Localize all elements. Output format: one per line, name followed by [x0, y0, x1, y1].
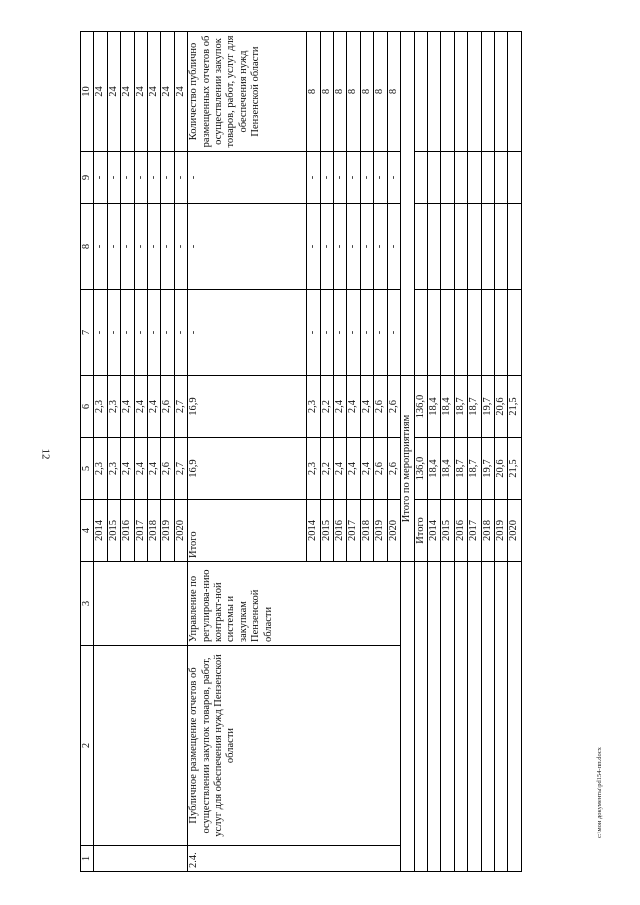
summary-row — [481, 32, 494, 872]
table-cell: 2014 — [427, 500, 440, 562]
empty-cell — [427, 32, 440, 152]
table-cell: 2018 — [148, 500, 161, 562]
empty-cell — [427, 562, 440, 872]
table-cell: 2020 — [174, 500, 187, 562]
table-cell: - — [347, 290, 360, 376]
table-cell: 2016 — [454, 500, 467, 562]
empty-cell — [427, 290, 440, 376]
table-cell: - — [161, 290, 174, 376]
table-cell: 20,6 — [494, 438, 507, 500]
empty-cell — [414, 290, 427, 376]
table-cell: - — [121, 152, 134, 204]
table-cell: 136,0 — [414, 438, 427, 500]
table-cell: 2,4 — [360, 438, 373, 500]
table-cell: 2,2 — [320, 376, 333, 438]
table-cell: - — [307, 204, 320, 290]
table-cell: 2,4 — [134, 438, 147, 500]
table-cell: - — [387, 152, 400, 204]
table-cell: - — [374, 204, 387, 290]
table-cell: 24 — [134, 32, 147, 152]
table-cell: - — [307, 152, 320, 204]
summary-title-row — [401, 32, 414, 872]
item-indicator: Количество публично размещенных отчетов об осуществлении закупок товаров, работ, услуг для обеспечения нужд Пензенской области — [188, 32, 307, 152]
table-cell: 24 — [121, 32, 134, 152]
total-label: Итого — [188, 500, 307, 562]
table-cell: - — [134, 204, 147, 290]
table-cell: 2,4 — [334, 438, 347, 500]
table-cell: 8 — [334, 32, 347, 152]
table-cell: - — [307, 290, 320, 376]
summary-row — [494, 32, 507, 872]
table-cell: - — [360, 290, 373, 376]
table-cell: 2016 — [121, 500, 134, 562]
empty-cell — [94, 846, 188, 872]
empty-cell — [481, 204, 494, 290]
table-cell: 8 — [347, 32, 360, 152]
empty-cell — [454, 562, 467, 872]
empty-cell — [94, 562, 188, 646]
item-total-row — [188, 32, 307, 872]
table-cell: 2,6 — [374, 376, 387, 438]
table-cell: - — [107, 152, 120, 204]
table-cell: 18,7 — [454, 438, 467, 500]
table-cell: 8 — [374, 32, 387, 152]
table-cell: 18,7 — [468, 376, 481, 438]
table-cell: - — [174, 290, 187, 376]
table-cell: - — [188, 152, 307, 204]
empty-cell — [401, 562, 414, 872]
header-cell: 6 — [81, 376, 94, 438]
table-cell: 2017 — [347, 500, 360, 562]
header-cell: 10 — [81, 32, 94, 152]
table-cell: 2020 — [387, 500, 400, 562]
table-cell: 2015 — [441, 500, 454, 562]
table-cell: 16,9 — [188, 438, 307, 500]
empty-cell — [468, 32, 481, 152]
table-cell: 2014 — [94, 500, 107, 562]
footer-file-path: c:\мои документы\pd154-пп.docx — [596, 747, 603, 838]
table-cell: - — [94, 204, 107, 290]
table-cell: 2,3 — [107, 376, 120, 438]
header-cell: 7 — [81, 290, 94, 376]
empty-cell — [508, 152, 521, 204]
table-cell: 2,2 — [320, 438, 333, 500]
table-cell: - — [107, 204, 120, 290]
table-cell: 2,4 — [148, 438, 161, 500]
table-cell: - — [374, 290, 387, 376]
empty-cell — [508, 290, 521, 376]
empty-cell — [494, 152, 507, 204]
table-cell: - — [334, 204, 347, 290]
table-cell: - — [107, 290, 120, 376]
table-cell: 8 — [307, 32, 320, 152]
empty-cell — [494, 562, 507, 872]
empty-cell — [441, 204, 454, 290]
empty-cell — [454, 204, 467, 290]
empty-cell — [414, 562, 427, 872]
summary-row — [427, 32, 440, 872]
table-cell: - — [134, 152, 147, 204]
empty-cell — [401, 32, 414, 376]
table-cell: - — [360, 204, 373, 290]
table-cell: - — [387, 204, 400, 290]
table-cell: 2017 — [134, 500, 147, 562]
empty-cell — [481, 152, 494, 204]
table-cell: 2,4 — [121, 438, 134, 500]
empty-cell — [94, 646, 188, 846]
table-cell: - — [188, 204, 307, 290]
header-cell: 5 — [81, 438, 94, 500]
item-number: 2.4. — [188, 846, 401, 872]
rotated-table-container — [80, 32, 580, 872]
empty-cell — [427, 152, 440, 204]
table-cell: - — [161, 204, 174, 290]
table-cell: 2018 — [481, 500, 494, 562]
summary-row — [468, 32, 481, 872]
empty-cell — [441, 152, 454, 204]
empty-cell — [414, 32, 427, 152]
table-cell: 136,0 — [414, 376, 427, 438]
table-cell: - — [94, 152, 107, 204]
empty-cell — [494, 204, 507, 290]
table-cell: - — [320, 290, 333, 376]
table-cell: 2014 — [307, 500, 320, 562]
empty-cell — [494, 32, 507, 152]
table-cell: - — [320, 152, 333, 204]
empty-cell — [454, 152, 467, 204]
item-executor: Управление по регулирова-нию контракт-ной системы и закупкам Пензенской области — [188, 562, 401, 646]
table-cell: 2015 — [320, 500, 333, 562]
table-cell: 2015 — [107, 500, 120, 562]
table-cell: - — [387, 290, 400, 376]
table-cell: 2020 — [508, 500, 521, 562]
table-cell: - — [347, 152, 360, 204]
table-cell: 2,4 — [347, 376, 360, 438]
empty-cell — [468, 204, 481, 290]
empty-cell — [427, 204, 440, 290]
empty-cell — [481, 32, 494, 152]
table-cell: 2,4 — [347, 438, 360, 500]
table-cell: 2019 — [161, 500, 174, 562]
table-cell: - — [148, 152, 161, 204]
table-cell: 21,5 — [508, 438, 521, 500]
header-number-row — [81, 32, 94, 872]
table-cell: - — [94, 290, 107, 376]
table-cell: 2019 — [374, 500, 387, 562]
table-cell: - — [334, 290, 347, 376]
table-cell: 2,4 — [134, 376, 147, 438]
table-cell: 2,4 — [121, 376, 134, 438]
header-cell: 8 — [81, 204, 94, 290]
table-cell: - — [188, 290, 307, 376]
empty-cell — [414, 204, 427, 290]
table-cell: 8 — [360, 32, 373, 152]
empty-cell — [468, 290, 481, 376]
summary-row — [441, 32, 454, 872]
page-number: 12 — [39, 448, 52, 460]
table-cell: 2,6 — [161, 376, 174, 438]
empty-cell — [508, 32, 521, 152]
table-row — [94, 32, 107, 872]
empty-cell — [481, 290, 494, 376]
header-cell: 9 — [81, 152, 94, 204]
table-cell: 2016 — [334, 500, 347, 562]
table-cell: Итого — [414, 500, 427, 562]
table-cell: 2018 — [360, 500, 373, 562]
table-body — [81, 32, 522, 872]
table-cell: 19,7 — [481, 438, 494, 500]
table-cell: 2,3 — [307, 438, 320, 500]
table-cell: 2,3 — [94, 376, 107, 438]
empty-cell — [468, 152, 481, 204]
header-cell: 3 — [81, 562, 94, 646]
table-cell: - — [148, 290, 161, 376]
table-cell: 24 — [94, 32, 107, 152]
table-cell: 2,6 — [387, 376, 400, 438]
empty-cell — [468, 562, 481, 872]
table-cell: 2,6 — [161, 438, 174, 500]
empty-cell — [508, 562, 521, 872]
empty-cell — [454, 32, 467, 152]
summary-row — [414, 32, 427, 872]
summary-row — [454, 32, 467, 872]
table-cell: 2019 — [494, 500, 507, 562]
header-cell: 2 — [81, 646, 94, 846]
header-cell: 4 — [81, 500, 94, 562]
table-cell: 2,7 — [174, 376, 187, 438]
table-cell: 2,6 — [387, 438, 400, 500]
table-cell: 2,4 — [360, 376, 373, 438]
empty-cell — [454, 290, 467, 376]
empty-cell — [441, 290, 454, 376]
program-table — [80, 31, 522, 872]
table-cell: - — [121, 290, 134, 376]
table-cell: 19,7 — [481, 376, 494, 438]
table-cell: - — [360, 152, 373, 204]
table-cell: 16,9 — [188, 376, 307, 438]
table-cell: 18,4 — [427, 438, 440, 500]
empty-cell — [414, 152, 427, 204]
table-cell: 8 — [387, 32, 400, 152]
table-cell: 8 — [320, 32, 333, 152]
table-cell: - — [374, 152, 387, 204]
empty-cell — [508, 204, 521, 290]
table-cell: - — [161, 152, 174, 204]
table-cell: 2,6 — [374, 438, 387, 500]
table-cell: 2,3 — [94, 438, 107, 500]
table-cell: 21,5 — [508, 376, 521, 438]
table-cell: 20,6 — [494, 376, 507, 438]
table-cell: 2,4 — [148, 376, 161, 438]
table-cell: 18,4 — [441, 376, 454, 438]
table-cell: - — [347, 204, 360, 290]
table-cell: - — [334, 152, 347, 204]
table-cell: 2,4 — [334, 376, 347, 438]
table-cell: 2017 — [468, 500, 481, 562]
empty-cell — [441, 562, 454, 872]
table-cell: 24 — [107, 32, 120, 152]
table-cell: 18,7 — [454, 376, 467, 438]
table-cell: 18,7 — [468, 438, 481, 500]
table-cell: 24 — [174, 32, 187, 152]
empty-cell — [494, 290, 507, 376]
table-cell: - — [174, 204, 187, 290]
summary-title: Итого по мероприятиям — [401, 376, 414, 562]
table-cell: - — [134, 290, 147, 376]
empty-cell — [481, 562, 494, 872]
table-cell: 24 — [148, 32, 161, 152]
table-cell: 24 — [161, 32, 174, 152]
table-cell: - — [148, 204, 161, 290]
table-cell: 2,3 — [307, 376, 320, 438]
header-cell: 1 — [81, 846, 94, 872]
table-cell: 18,4 — [441, 438, 454, 500]
table-cell: 2,7 — [174, 438, 187, 500]
table-cell: 18,4 — [427, 376, 440, 438]
table-cell: 2,3 — [107, 438, 120, 500]
empty-cell — [441, 32, 454, 152]
table-cell: - — [121, 204, 134, 290]
table-cell: - — [320, 204, 333, 290]
table-cell: - — [174, 152, 187, 204]
summary-row — [508, 32, 521, 872]
item-description: Публичное размещение отчетов об осуществлении закупок товаров, работ, услуг для обеспечения нужд Пензенской области — [188, 646, 401, 846]
